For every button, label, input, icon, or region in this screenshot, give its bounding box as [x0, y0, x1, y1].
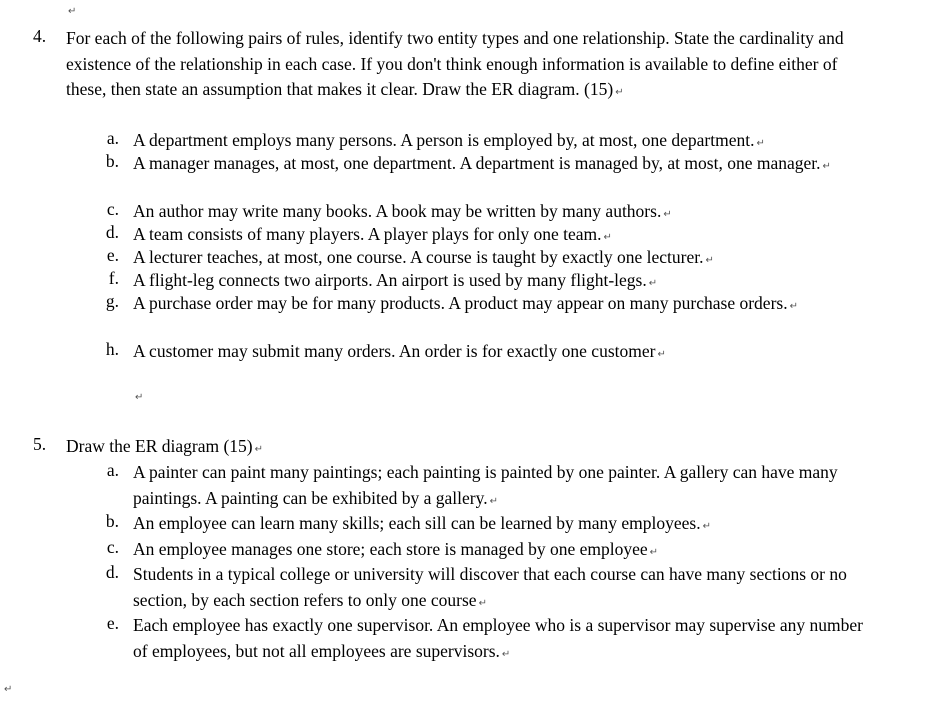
item-letter: d. [105, 222, 119, 242]
paragraph-mark: ↵ [4, 684, 13, 695]
question-text [66, 26, 866, 106]
item-text-content: An author may write many books. A book may be written by many authors. [133, 201, 662, 221]
question-number: 5. [33, 434, 47, 454]
item-text-content: A manager manages, at most, one department. A department is managed by, at most, one manager. [133, 153, 821, 173]
paragraph-mark: ↵ [603, 232, 612, 243]
item-text-content: A team consists of many players. A player plays for only one team. [133, 224, 602, 244]
item-text [133, 613, 873, 667]
paragraph-mark: ↵ [702, 521, 711, 532]
paragraph-mark: ↵ [705, 255, 714, 266]
question-text-content: For each of the following pairs of rules, identify two entity types and one relationship. State the cardinality and existence of the relationship in each case. If you don't think enough information is available to define either of these, then state an assumption that makes it clear. Draw the ER diagram. (15) [66, 28, 844, 99]
paragraph-mark: ↵ [501, 648, 511, 660]
item-letter: a. [106, 460, 119, 480]
item-letter: b. [105, 511, 119, 531]
item-text [133, 151, 873, 180]
item-letter: b. [105, 151, 119, 171]
item-text [133, 291, 873, 320]
item-text-content: Each employee has exactly one supervisor. An employee who is a supervisor may supervise any number of employees, but not all employees are supervisors. [133, 615, 863, 661]
item-letter: g. [105, 291, 119, 311]
item-text-content: A customer may submit many orders. An order is for exactly one customer [133, 341, 656, 361]
question-text [66, 434, 866, 463]
paragraph-mark: ↵ [615, 87, 624, 98]
item-text-content: A painter can paint many paintings; each painting is painted by one painter. A gallery can have many paintings. A painting can be exhibited by a gallery. [133, 462, 838, 508]
item-letter: c. [106, 199, 119, 219]
item-text-content: A purchase order may be for many products. A product may appear on many purchase orders. [133, 293, 788, 313]
item-text-content: An employee manages one store; each store is managed by one employee [133, 539, 648, 559]
item-letter: e. [106, 613, 119, 633]
item-letter: h. [105, 339, 119, 359]
item-text [133, 562, 873, 616]
item-letter: e. [106, 245, 119, 265]
paragraph-mark: ↵ [254, 444, 263, 455]
item-text-content: A department employs many persons. A person is employed by, at most, one department. [133, 130, 755, 150]
item-text [133, 460, 873, 514]
item-text-content: A flight-leg connects two airports. An airport is used by many flight-legs. [133, 270, 647, 290]
question-number: 4. [33, 26, 47, 46]
paragraph-mark: ↵ [649, 547, 658, 558]
paragraph-mark: ↵ [478, 597, 487, 609]
item-text-content: Students in a typical college or university will discover that each course can have many sections or no section, by each section refers to only one course [133, 564, 847, 610]
paragraph-mark: ↵ [489, 495, 499, 507]
item-text-content: A lecturer teaches, at most, one course. A course is taught by exactly one lecturer. [133, 247, 704, 267]
item-letter: c. [106, 537, 119, 557]
paragraph-mark: ↵ [822, 161, 831, 172]
paragraph-mark: ↵ [657, 349, 666, 360]
item-letter: d. [105, 562, 119, 582]
question-text-content: Draw the ER diagram (15) [66, 436, 253, 456]
item-text [133, 339, 873, 368]
item-letter: f. [108, 268, 119, 288]
paragraph-mark: ↵ [756, 138, 765, 149]
paragraph-mark: ↵ [663, 209, 672, 220]
paragraph-mark: ↵ [648, 278, 658, 289]
item-text [133, 511, 873, 540]
item-text-content: An employee can learn many skills; each sill can be learned by many employees. [133, 513, 701, 533]
paragraph-mark: ↵ [135, 392, 144, 403]
item-letter: a. [106, 128, 119, 148]
paragraph-mark: ↵ [789, 301, 798, 312]
paragraph-mark: ↵ [68, 6, 77, 17]
